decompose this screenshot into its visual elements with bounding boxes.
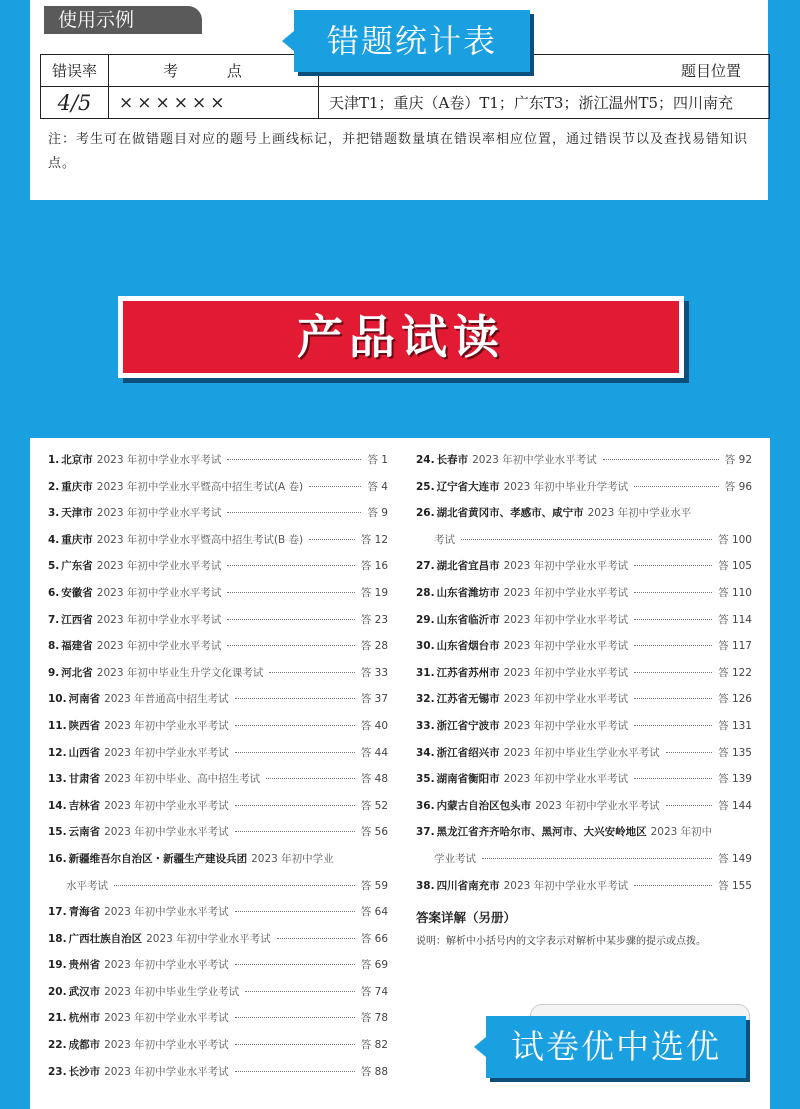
- toc-number: 8.: [48, 640, 60, 653]
- toc-number: 26.: [416, 507, 435, 520]
- toc-number: 28.: [416, 586, 435, 599]
- toc-leader-dots: [235, 1044, 355, 1045]
- toc-page-ref: 答 44: [360, 746, 388, 759]
- toc-number: 2.: [48, 480, 60, 493]
- toc-leader-dots: [269, 672, 354, 673]
- toc-place: 湖北省黄冈市、孝感市、咸宁市: [436, 507, 584, 520]
- toc-entry: [48, 505, 388, 532]
- toc-page-ref: 答 122: [718, 666, 752, 679]
- toc-leader-dots: [245, 991, 355, 992]
- toc-page-ref: 答 12: [360, 533, 388, 546]
- usage-example-tag: 使用示例: [44, 6, 202, 34]
- toc-entry: [416, 532, 752, 559]
- toc-entry: [48, 1064, 388, 1091]
- toc-number: 11.: [48, 719, 67, 732]
- toc-entry: [48, 1037, 388, 1064]
- toc-number: 37.: [416, 826, 435, 839]
- toc-place: 山东省临沂市: [436, 613, 500, 626]
- toc-place: 山西省: [68, 746, 101, 759]
- toc-place: 陕西省: [68, 719, 101, 732]
- toc-leader-dots: [266, 778, 355, 779]
- toc-leader-dots: [235, 725, 355, 726]
- toc-number: 20.: [48, 985, 67, 998]
- toc-description: 2023 年初中学业水平考试: [104, 959, 229, 972]
- toc-number: 4.: [48, 533, 60, 546]
- toc-place: 杭州市: [68, 1012, 101, 1025]
- toc-place: 长沙市: [68, 1065, 101, 1078]
- topic-marks: ××××××: [109, 87, 319, 119]
- toc-description: 2023 年初中学业水平考试: [96, 454, 222, 466]
- toc-page-ref: 答 78: [360, 1012, 388, 1025]
- toc-entry: [48, 904, 388, 931]
- toc-leader-dots: [634, 778, 712, 779]
- toc-page-ref: 答 37: [360, 693, 388, 706]
- toc-description: 2023 年初中学业水平考试: [104, 1039, 229, 1052]
- toc-entry: [416, 851, 752, 878]
- table-row: [41, 87, 770, 119]
- toc-page-ref: 答 92: [724, 454, 752, 466]
- toc-page-ref: 答 40: [360, 719, 388, 732]
- toc-entry: [48, 532, 388, 559]
- toc-place: 重庆市: [61, 480, 93, 493]
- toc-place: 甘肃省: [68, 773, 101, 786]
- toc-leader-dots: [634, 565, 712, 566]
- toc-description: 2023 年初中学业水平考试: [96, 560, 222, 573]
- toc-place: 武汉市: [68, 985, 101, 998]
- toc-leader-dots: [235, 805, 355, 806]
- toc-page-ref: 答 117: [718, 640, 752, 653]
- toc-place: 天津市: [61, 507, 93, 520]
- toc-page-ref: 答 131: [718, 719, 752, 732]
- toc-number: 5.: [48, 560, 60, 573]
- toc-number: 6.: [48, 586, 60, 599]
- toc-description: 2023 年初中学业水平考试: [104, 799, 229, 812]
- toc-entry: [48, 558, 388, 585]
- toc-number: 25.: [416, 480, 435, 493]
- toc-page-ref: 答 74: [360, 985, 388, 998]
- toc-leader-dots: [227, 592, 354, 593]
- toc-entry: [48, 479, 388, 506]
- toc-entry: [416, 878, 752, 905]
- toc-description: 2023 年初中学业水平考试: [503, 640, 629, 653]
- toc-place: 河南省: [68, 693, 101, 706]
- toc-description: 2023 年初中学业水平考试: [104, 906, 229, 919]
- toc-number: 1.: [48, 454, 60, 466]
- toc-page-ref: 答 28: [360, 640, 388, 653]
- toc-page-ref: 答 135: [718, 746, 752, 759]
- toc-place: 山东省潍坊市: [436, 586, 500, 599]
- toc-place: 青海省: [68, 906, 101, 919]
- toc-leader-dots: [634, 672, 712, 673]
- toc-place: 山东省烟台市: [436, 640, 500, 653]
- toc-place: 浙江省宁波市: [436, 719, 500, 732]
- toc-description: 2023 年初中学业水平暨高中招生考试(A 卷): [96, 480, 304, 493]
- toc-entry: [416, 798, 752, 825]
- toc-description: 2023 年初中学业水平考试: [503, 586, 629, 599]
- toc-place: 辽宁省大连市: [436, 480, 500, 493]
- toc-leader-dots: [235, 1017, 355, 1018]
- toc-number: 13.: [48, 773, 67, 786]
- toc-leader-dots: [666, 805, 712, 806]
- toc-page-ref: 答 66: [360, 932, 388, 945]
- toc-place: 北京市: [61, 454, 93, 466]
- toc-page-ref: 答 69: [360, 959, 388, 972]
- toc-page-ref: 答 23: [360, 613, 388, 626]
- toc-entry: [416, 558, 752, 585]
- toc-description: 学业考试: [434, 852, 476, 865]
- toc-right-column: [416, 452, 752, 947]
- toc-number: 9.: [48, 666, 60, 679]
- toc-entry: [48, 638, 388, 665]
- toc-description: 2023 年初中学业水平考试: [146, 932, 271, 945]
- toc-page-ref: 答 33: [360, 666, 388, 679]
- toc-entry: [48, 798, 388, 825]
- toc-leader-dots: [227, 645, 354, 646]
- toc-description: 2023 年初中学业水平考试: [535, 799, 660, 812]
- toc-number: 16.: [48, 852, 67, 865]
- toc-number: 3.: [48, 507, 60, 520]
- error-stat-card: [30, 0, 768, 200]
- toc-number: 34.: [416, 746, 435, 759]
- toc-number: 7.: [48, 613, 60, 626]
- toc-entry: [48, 824, 388, 851]
- toc-page-ref: 答 4: [367, 480, 388, 493]
- toc-entry: [48, 691, 388, 718]
- toc-number: 23.: [48, 1065, 67, 1078]
- toc-entry: [48, 851, 388, 878]
- toc-page-ref: 答 19: [360, 586, 388, 599]
- toc-page-ref: 答 82: [360, 1039, 388, 1052]
- toc-leader-dots: [227, 619, 354, 620]
- toc-entry: [48, 984, 388, 1011]
- toc-leader-dots: [235, 831, 355, 832]
- toc-leader-dots: [461, 539, 712, 540]
- toc-entry: [416, 638, 752, 665]
- toc-number: 19.: [48, 959, 67, 972]
- toc-leader-dots: [309, 486, 361, 487]
- toc-entry: [48, 612, 388, 639]
- toc-place: 吉林省: [68, 799, 101, 812]
- toc-place: 四川省南充市: [436, 879, 500, 892]
- toc-place: 江西省: [61, 613, 93, 626]
- toc-leader-dots: [227, 459, 361, 460]
- toc-number: 10.: [48, 693, 67, 706]
- toc-description: 2023 年初中学业水平考试: [96, 586, 222, 599]
- position-list: 天津T1；重庆（A卷）T1；广东T3；浙江温州T5；四川南充: [319, 87, 770, 119]
- toc-entry: [416, 745, 752, 772]
- toc-place: 湖南省衡阳市: [436, 773, 500, 786]
- toc-number: 17.: [48, 906, 67, 919]
- toc-entry: [48, 745, 388, 772]
- toc-description: 2023 年初中学业水平考试: [503, 879, 629, 892]
- usage-note: 注：考生可在做错题目对应的题号上画线标记，并把错题数量填在错误率相应位置，通过错误节以及查找易错知识点。: [48, 132, 749, 171]
- answer-title: 答案详解（另册）: [416, 910, 517, 926]
- toc-leader-dots: [235, 964, 355, 965]
- toc-page-ref: 答 114: [718, 613, 752, 626]
- toc-number: 12.: [48, 746, 67, 759]
- toc-description: 2023 年初中毕业生学业水平考试: [503, 746, 660, 759]
- toc-description: 2023 年初中学业水平考试: [96, 613, 222, 626]
- toc-place: 贵州省: [68, 959, 101, 972]
- toc-description: 2023 年初中学业水平考试: [104, 1065, 229, 1078]
- toc-description: 2023 年初中学业水平考试: [503, 613, 629, 626]
- toc-entry: [48, 878, 388, 905]
- toc-page-ref: 答 64: [360, 906, 388, 919]
- toc-description: 2023 年初中学业水平考试: [96, 507, 222, 520]
- toc-leader-dots: [114, 885, 355, 886]
- toc-leader-dots: [603, 459, 719, 460]
- toc-leader-dots: [634, 486, 719, 487]
- toc-entry: [416, 612, 752, 639]
- toc-leader-dots: [482, 858, 712, 859]
- toc-place: 长春市: [436, 454, 469, 466]
- toc-entry: [416, 665, 752, 692]
- toc-leader-dots: [277, 938, 355, 939]
- toc-description: 2023 年初中毕业生学业考试: [104, 985, 240, 998]
- toc-entry: [48, 957, 388, 984]
- toc-leader-dots: [634, 592, 712, 593]
- toc-entry: [48, 452, 388, 479]
- toc-entry: [416, 479, 752, 506]
- toc-page-ref: 答 56: [360, 826, 388, 839]
- toc-number: 18.: [48, 932, 67, 945]
- toc-page-ref: 答 1: [367, 454, 388, 466]
- toc-place: 广西壮族自治区: [68, 932, 143, 945]
- toc-description: 2023 年初中学业: [251, 852, 334, 865]
- toc-leader-dots: [235, 752, 355, 753]
- toc-place: 内蒙古自治区包头市: [436, 799, 532, 812]
- toc-leader-dots: [227, 565, 354, 566]
- toc-entry: [416, 585, 752, 612]
- toc-description: 2023 年普通高中招生考试: [104, 693, 229, 706]
- toc-description: 2023 年初中毕业升学考试: [503, 480, 629, 493]
- toc-page-ref: 答 52: [360, 799, 388, 812]
- toc-number: 21.: [48, 1012, 67, 1025]
- toc-description: 2023 年初中学业水平考试: [104, 719, 229, 732]
- toc-description: 2023 年初中学业水平暨高中招生考试(B 卷): [96, 533, 304, 546]
- toc-place: 云南省: [68, 826, 101, 839]
- toc-description: 2023 年初中学业水平考试: [104, 746, 229, 759]
- toc-entry: [48, 771, 388, 798]
- toc-description: 2023 年初中毕业、高中招生考试: [104, 773, 261, 786]
- toc-place: 新疆维吾尔自治区・新疆生产建设兵团: [68, 852, 248, 865]
- toc-page-ref: 答 126: [718, 693, 752, 706]
- toc-entry: [416, 691, 752, 718]
- toc-leader-dots: [666, 752, 712, 753]
- toc-description: 水平考试: [66, 879, 108, 892]
- toc-place: 江苏省无锡市: [436, 693, 500, 706]
- toc-entry: [48, 585, 388, 612]
- toc-entry: [48, 1010, 388, 1037]
- toc-number: 31.: [416, 666, 435, 679]
- toc-place: 湖北省宜昌市: [436, 560, 500, 573]
- toc-entry: [416, 452, 752, 479]
- toc-entry: [48, 665, 388, 692]
- toc-description: 考试: [434, 533, 455, 546]
- toc-place: 重庆市: [61, 533, 93, 546]
- toc-page-ref: 答 144: [718, 799, 752, 812]
- toc-number: 27.: [416, 560, 435, 573]
- toc-description: 2023 年初中学业水平考试: [503, 773, 629, 786]
- toc-entry: [416, 718, 752, 745]
- toc-description: 2023 年初中: [650, 826, 713, 839]
- header-error-rate: 错误率: [41, 55, 109, 87]
- answer-note: 说明：解析中小括号内的文字表示对解析中某步骤的提示或点拨。: [416, 936, 706, 948]
- toc-number: 24.: [416, 454, 435, 466]
- toc-leader-dots: [634, 725, 712, 726]
- toc-description: 2023 年初中学业水平考试: [503, 719, 629, 732]
- stat-table-banner: 错题统计表: [294, 10, 530, 72]
- toc-description: 2023 年初中学业水平考试: [503, 560, 629, 573]
- toc-page-ref: 答 9: [367, 507, 388, 520]
- header-topic: 考 点: [109, 55, 319, 87]
- toc-place: 河北省: [61, 666, 93, 679]
- toc-place: 江苏省苏州市: [436, 666, 500, 679]
- toc-entry: [416, 771, 752, 798]
- toc-page-ref: 答 139: [718, 773, 752, 786]
- toc-entry: [416, 505, 752, 532]
- toc-number: 32.: [416, 693, 435, 706]
- trial-banner-frame: [118, 296, 684, 378]
- toc-page-ref: 答 48: [360, 773, 388, 786]
- toc-number: 22.: [48, 1039, 67, 1052]
- trial-banner: 产品试读: [123, 301, 679, 373]
- toc-leader-dots: [309, 539, 355, 540]
- toc-description: 2023 年初中学业水平: [587, 507, 692, 520]
- toc-left-column: [48, 452, 388, 1090]
- toc-leader-dots: [235, 911, 355, 912]
- toc-entry: [48, 931, 388, 958]
- toc-place: 安徽省: [61, 586, 93, 599]
- toc-leader-dots: [634, 885, 712, 886]
- toc-description: 2023 年初中学业水平考试: [503, 666, 629, 679]
- toc-number: 15.: [48, 826, 67, 839]
- toc-page-ref: 答 16: [360, 560, 388, 573]
- error-rate-value: 4/5: [41, 87, 109, 119]
- toc-number: 29.: [416, 613, 435, 626]
- toc-entry: [416, 824, 752, 851]
- toc-page-ref: 答 96: [724, 480, 752, 493]
- toc-leader-dots: [235, 1071, 355, 1072]
- toc-leader-dots: [235, 698, 355, 699]
- toc-page-ref: 答 59: [360, 879, 388, 892]
- toc-number: 36.: [416, 799, 435, 812]
- toc-page-ref: 答 105: [718, 560, 752, 573]
- toc-right-list: [416, 452, 752, 904]
- toc-page-ref: 答 149: [718, 852, 752, 865]
- toc-description: 2023 年初中学业水平考试: [472, 454, 597, 466]
- toc-number: 30.: [416, 640, 435, 653]
- toc-place: 浙江省绍兴市: [436, 746, 500, 759]
- toc-entry: [48, 718, 388, 745]
- toc-number: 38.: [416, 879, 435, 892]
- toc-description: 2023 年初中学业水平考试: [104, 826, 229, 839]
- toc-leader-dots: [634, 645, 712, 646]
- toc-page-ref: 答 110: [718, 586, 752, 599]
- toc-description: 2023 年初中学业水平考试: [96, 640, 222, 653]
- toc-number: 14.: [48, 799, 67, 812]
- toc-page-ref: 答 100: [718, 533, 752, 546]
- toc-leader-dots: [634, 619, 712, 620]
- header-position: 题目位置: [319, 55, 770, 87]
- toc-number: 35.: [416, 773, 435, 786]
- toc-place: 黑龙江省齐齐哈尔市、黑河市、大兴安岭地区: [436, 826, 647, 839]
- bottom-banner: 试卷优中选优: [486, 1016, 746, 1078]
- toc-description: 2023 年初中学业水平考试: [104, 1012, 229, 1025]
- toc-number: 33.: [416, 719, 435, 732]
- toc-description: 2023 年初中学业水平考试: [503, 693, 629, 706]
- toc-place: 成都市: [68, 1039, 101, 1052]
- toc-page-ref: 答 88: [360, 1065, 388, 1078]
- toc-leader-dots: [227, 512, 361, 513]
- toc-description: 2023 年初中毕业生升学文化课考试: [96, 666, 264, 679]
- toc-place: 广东省: [61, 560, 93, 573]
- toc-place: 福建省: [61, 640, 93, 653]
- toc-page-ref: 答 155: [718, 879, 752, 892]
- toc-leader-dots: [634, 698, 712, 699]
